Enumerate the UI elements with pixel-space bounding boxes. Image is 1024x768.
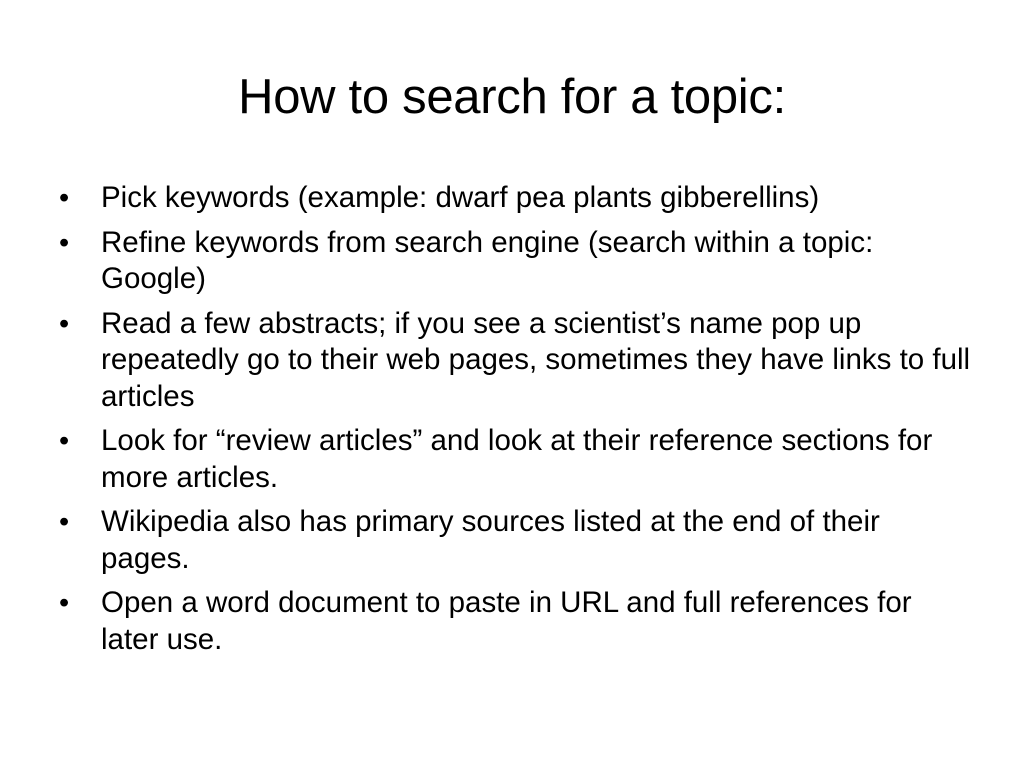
bullet-icon: • [59,587,70,619]
bullet-icon: • [59,307,70,340]
bullet-text: Read a few abstracts; if you see a scientist’s name pop up repeatedly go to their web pages, sometimes they have links to full articles [101,306,971,413]
slide-title: How to search for a topic: [238,70,786,124]
bullet-item-wikipedia [57,504,972,577]
bullet-list [57,180,972,666]
bullet-icon: • [59,226,70,259]
bullet-text: Pick keywords (example: dwarf pea plants gibberellins) [101,181,820,214]
bullet-item-review-articles [57,423,972,496]
bullet-icon: • [59,425,70,457]
bullet-item-refine-keywords [57,225,972,298]
bullet-item-pick-keywords [57,180,972,217]
bullet-text: Open a word document to paste in URL and full references for later use. [101,586,912,656]
bullet-text: Refine keywords from search engine (search within a topic: Google) [101,225,874,295]
bullet-text: Look for “review articles” and look at their reference sections for more articles. [101,424,933,494]
bullet-item-word-document [57,585,972,658]
bullet-icon: • [59,506,70,538]
bullet-text: Wikipedia also has primary sources listed at the end of their pages. [101,505,880,575]
bullet-icon: • [59,182,70,214]
bullet-item-read-abstracts [57,306,972,416]
